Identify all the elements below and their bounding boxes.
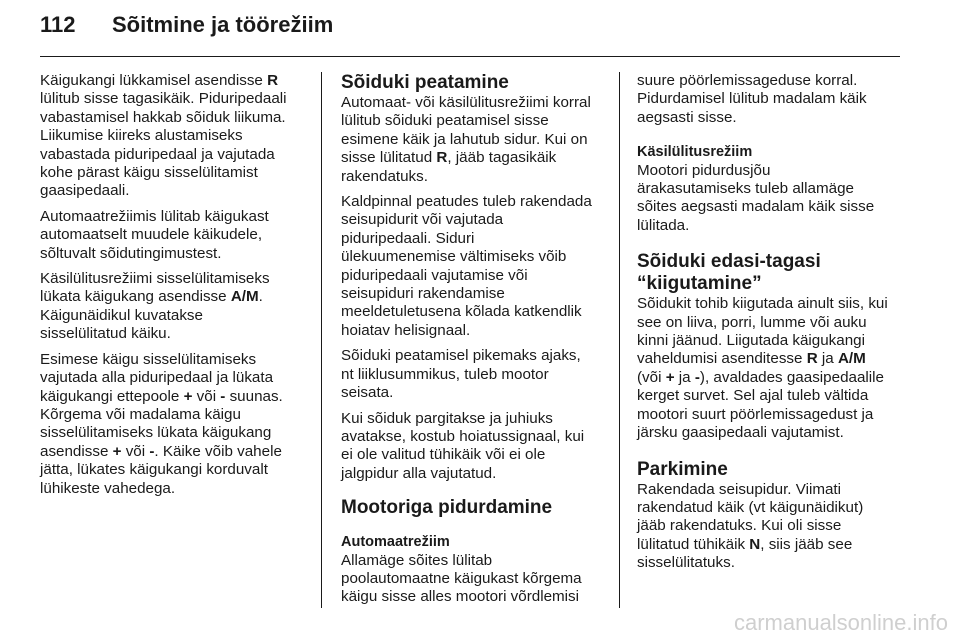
section-heading: Sõiduki edasi-tagasi [637,251,821,273]
paragraph [637,481,903,573]
text-line: vabastada piduripedaal ja vajutada [40,145,275,163]
text-line: käigukangi ettepoole + või - suunas. [40,387,283,405]
text-line: jalgpidur alla vajutatud. [341,464,497,482]
subheading: Käsilülitusrežiim [637,144,753,161]
text-line: aegsasti sisse. [637,108,737,126]
text-line: mootori suurt pöörlemissagedust ja [637,405,874,423]
text-line: sisselülitatud käiku. [40,325,171,343]
text-line: piduripedaali vajutamise või [341,266,528,284]
text-line: nt liiklusummikus, tuleb mootor [341,365,549,383]
column-1 [40,72,306,505]
text-line: kerget survet. Sel ajal tuleb vältida [637,387,869,405]
text-line: esimene käik ja lahutub sidur. Kui on [341,130,588,148]
text-line: sõltuvalt sõidutingimustest. [40,244,222,262]
column-divider [321,72,322,608]
text-line: kinni jäänud. Liigutada käigukangi [637,332,865,350]
text-line: gaasipedaali. [40,182,130,200]
text-line: Käsilülitusrežiimi sisselülitamiseks [40,270,270,288]
text-line: lühikeste vahedega. [40,479,176,497]
text-line: asendisse + või -. Käike võib vahele [40,442,282,460]
page-header [40,12,900,42]
text-line: avatakse, kostub hoiatussignaal, kui [341,427,585,445]
text-line: sisselülitamiseks lükata käigukang [40,424,272,442]
watermark: carmanualsonline.info [733,610,948,635]
text-line: lülitub sisse tagasikäik. Piduripedaali [40,90,287,108]
paragraph [341,552,607,607]
column-divider [619,72,620,608]
paragraph [40,72,306,201]
text-line: sõites aegsasti madalam käik sisse [637,198,875,216]
text-line: Käigunäidikul kuvatakse [40,306,203,324]
text-line: rakendatuks. [341,167,428,185]
paragraph [637,295,903,442]
text-line: sisse lülitatud R, jääb tagasikäik [341,149,557,167]
text-line: vajutada alla piduripedaal ja lükata [40,369,274,387]
text-line: järsku gaasipedaali vajutamist. [637,424,844,442]
section-heading-line-2: “kiigutamine” [637,273,762,295]
text-line: vabastamisel hakkab sõiduk liikuma. [40,108,286,126]
text-line: ärakasutamiseks tuleb allamäge [637,180,854,198]
paragraph [40,208,306,263]
paragraph [637,72,903,127]
column-3 [637,72,903,580]
text-line: Esimese käigu sisselülitamiseks [40,350,257,368]
text-line: lülitatud tühikäik N, siis jääb see [637,535,853,553]
text-line: Kõrgema või madalama käigu [40,405,241,423]
paragraph [341,193,607,340]
paragraph [341,94,607,186]
section-heading: Parkimine [637,458,728,480]
text-line: ei ole valitud tühikäik või ei ole [341,446,546,464]
text-line: Sõiduki peatamisel pikemaks ajaks, [341,347,581,365]
paragraph [40,270,306,344]
paragraph [341,347,607,402]
text-line: seisupiduri rakendamise [341,285,505,303]
text-line: seisata. [341,384,394,402]
text-line: Rakendada seisupidur. Viimati [637,480,842,498]
text-line: Mootori pidurdusjõu [637,161,771,179]
text-line: Automaatrežiimis lülitab käigukast [40,207,269,225]
text-line: piduripedaali. Siduri [341,229,475,247]
text-line: kohe pärast käigu sisselülitamist [40,164,258,182]
text-line: see on liiva, porri, lumme või auku [637,313,867,331]
text-line: automaatselt muudele käikudele, [40,226,263,244]
text-line: lükata käigukang asendisse A/M. [40,288,263,306]
section-heading: Mootoriga pidurdamine [341,497,553,519]
text-line: Sõidukit tohib kiigutada ainult siis, kui [637,295,888,313]
text-line: rakendatud käik (vt käigunäidikut) [637,498,864,516]
text-line: suure pöörlemissageduse korral. [637,72,858,89]
text-line: jääb rakendatuks. Kui oli sisse [637,517,842,535]
column-2 [341,72,607,614]
text-line: lülitub sõiduki peatamisel sisse [341,112,549,130]
text-line: lülitada. [637,216,690,234]
page-title: Sõitmine ja töörežiim [112,12,334,37]
paragraph [637,162,903,236]
text-line: ülekuumenemise vältimiseks võib [341,248,567,266]
paragraph [40,351,306,498]
subheading: Automaatrežiim [341,534,450,551]
text-line: hoiatav helisignaal. [341,321,471,339]
text-line: meeldetuletusena kõlada katkendlik [341,303,582,321]
header-rule [40,56,900,57]
text-line: Automaat- või käsilülitusrežiimi korral [341,94,591,111]
text-line: käigu sisse alles mootori võrdlemisi [341,588,580,606]
text-line: Käigukangi lükkamisel asendisse R [40,72,279,89]
page-number: 112 [40,12,76,37]
text-line: Allamäge sõites lülitab [341,551,493,569]
text-line: poolautomaatne käigukast kõrgema [341,569,582,587]
text-line: Liikumise kiireks alustamiseks [40,127,243,145]
text-line: Kaldpinnal peatudes tuleb rakendada [341,193,592,211]
text-line: vaheldumisi asenditesse R ja A/M [637,350,866,368]
section-heading: Sõiduki peatamine [341,72,509,93]
text-line: Kui sõiduk pargitakse ja juhiuks [341,409,553,427]
text-line: Pidurdamisel lülitub madalam käik [637,90,867,108]
text-line: sisselülitatuks. [637,554,735,572]
paragraph [341,410,607,484]
text-line: seisupidurit või vajutada [341,211,504,229]
text-line: (või + ja -), avaldades gaasipedaalile [637,368,884,386]
text-line: jätta, lükates käigukangi korduvalt [40,461,268,479]
